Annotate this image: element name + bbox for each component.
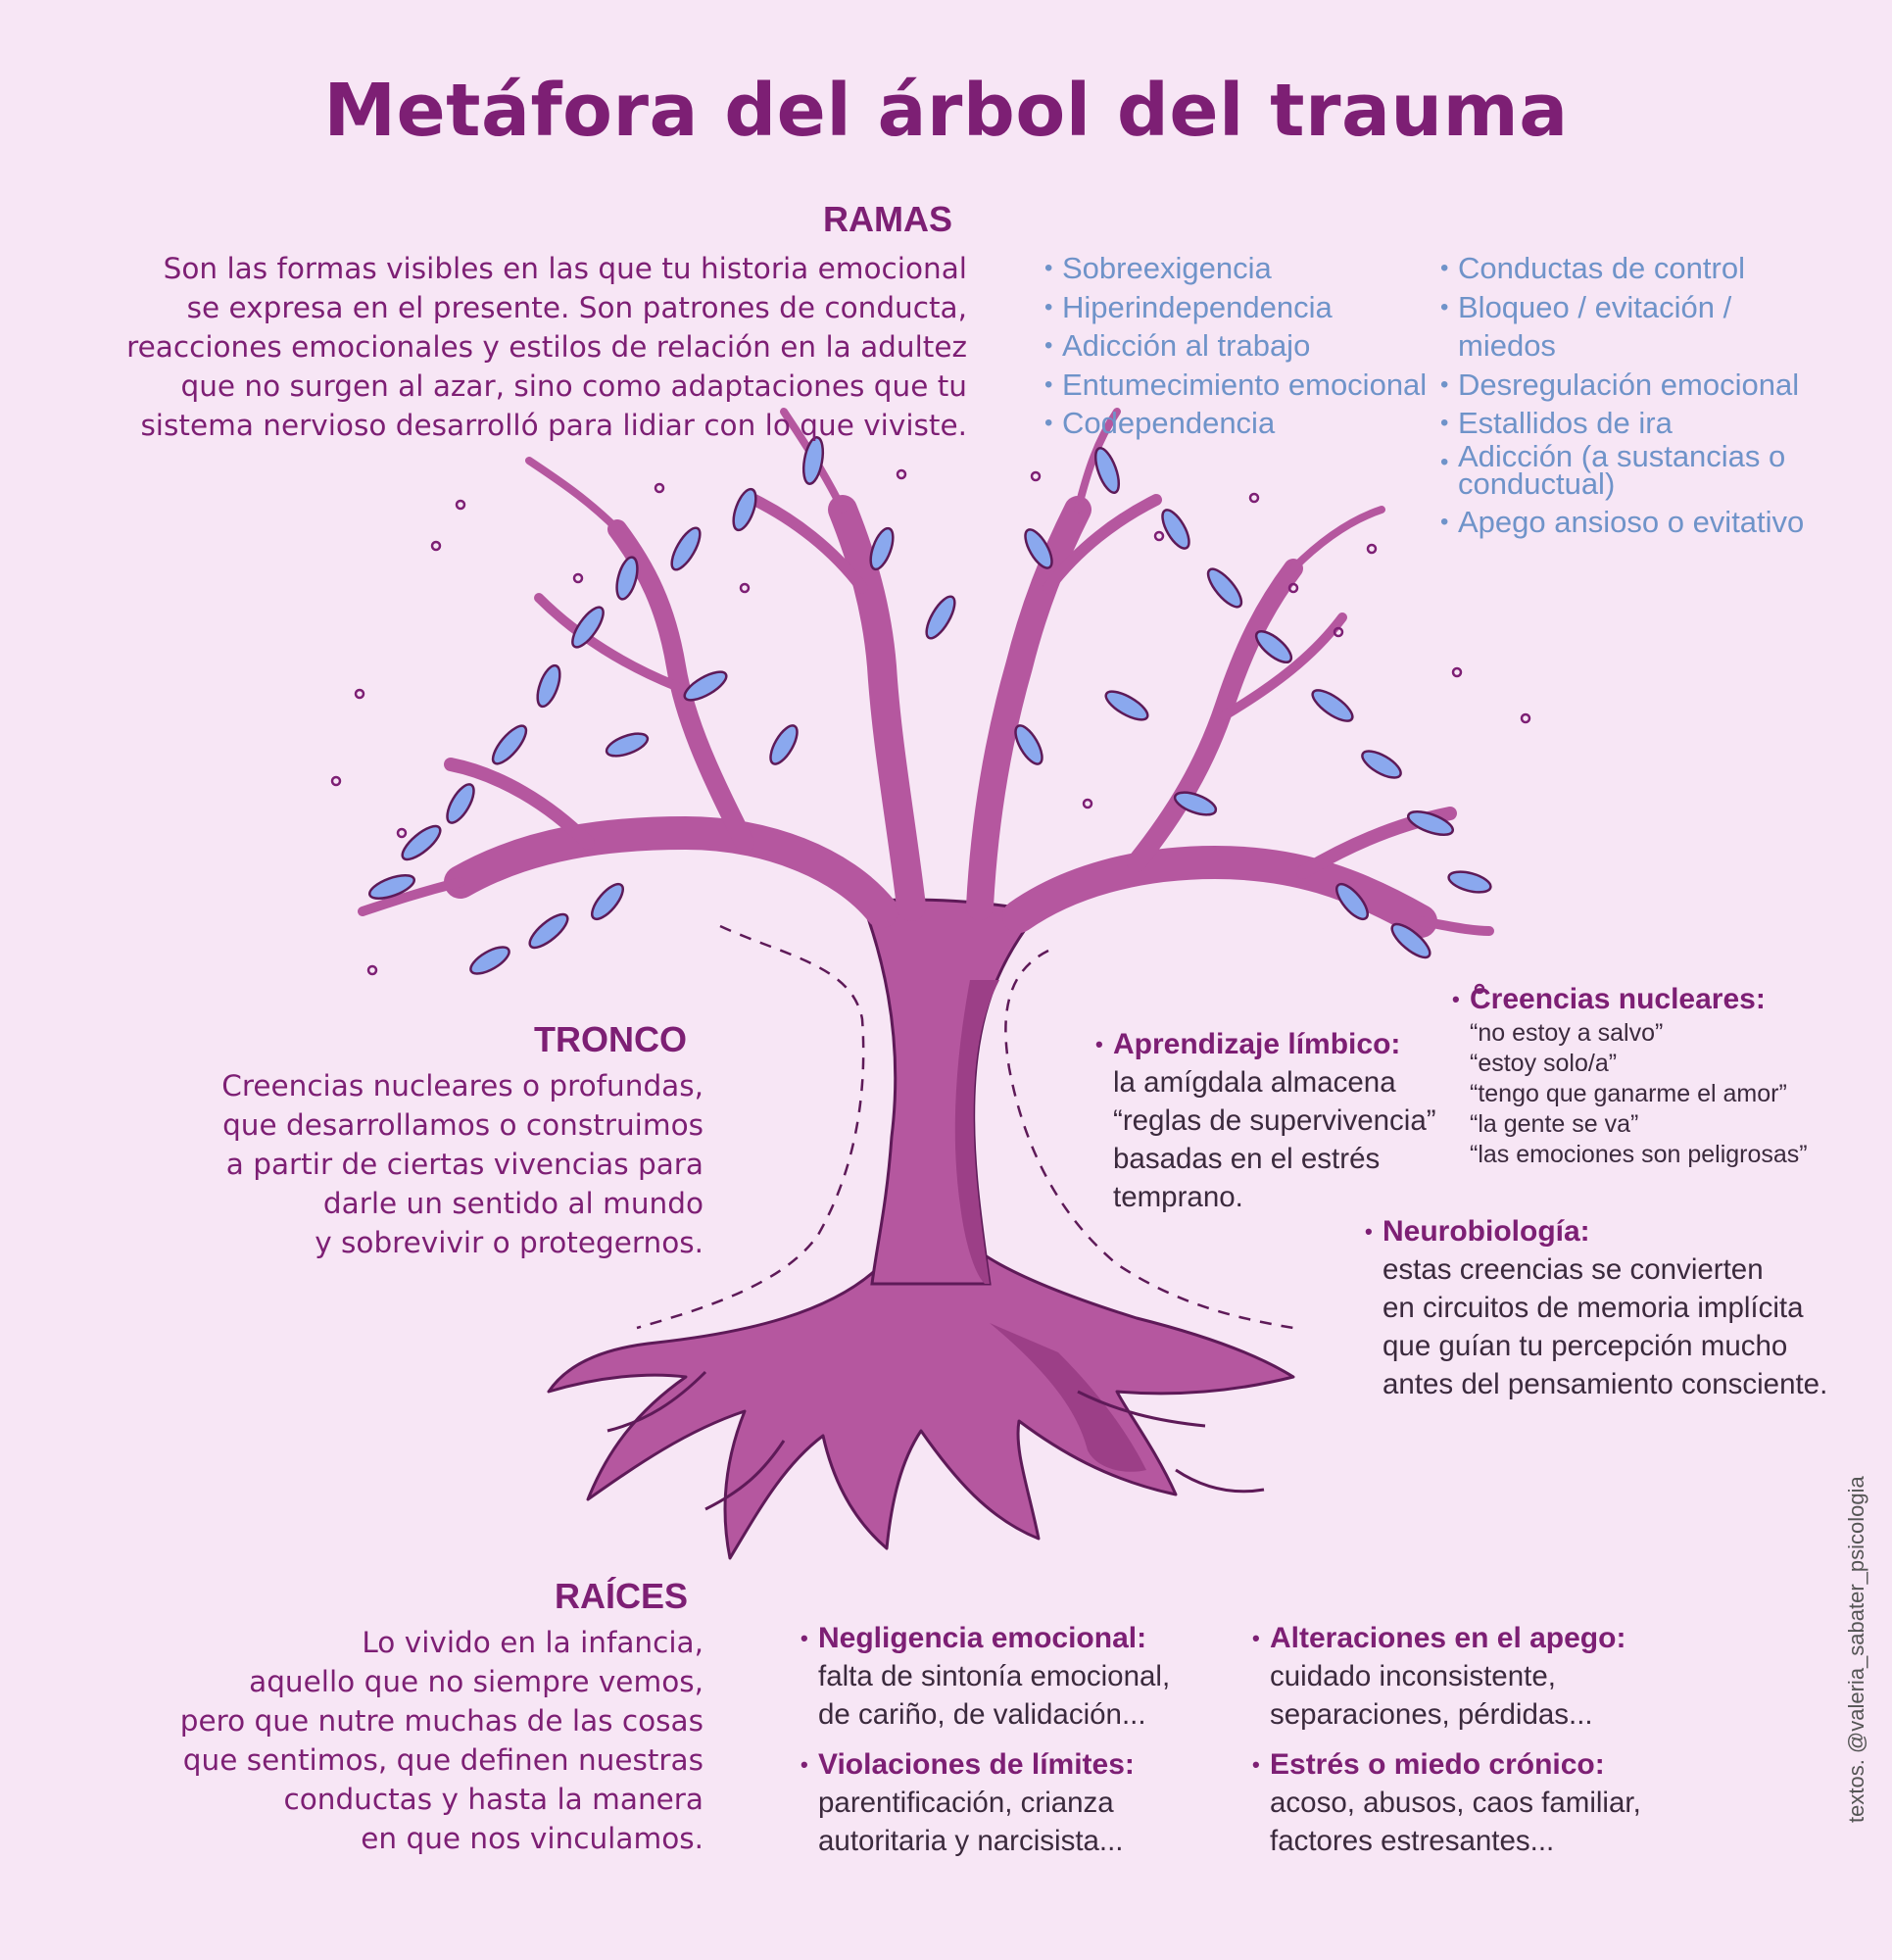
neuro-line: estas creencias se convierten (1383, 1253, 1764, 1286)
ramas-line: reacciones emocionales y estilos de relación en la adultez (126, 330, 967, 364)
aprendizaje-line: la amígdala almacena (1113, 1066, 1396, 1099)
negligencia-block (800, 1619, 1170, 1734)
estres-label: • Estrés o miedo crónico: (1252, 1745, 1641, 1784)
creencias-line: “la gente se va” (1470, 1110, 1639, 1138)
aprendizaje-line: “reglas de supervivencia” (1113, 1104, 1436, 1137)
ramas-item: • Hiperindependencia (1044, 288, 1427, 327)
ramas-heading: RAMAS (823, 199, 952, 239)
creencias-nucleares-block (1452, 980, 1808, 1170)
tronco-line: y sobrevivir o protegernos. (315, 1226, 703, 1259)
tree-branches (363, 412, 1489, 931)
ramas-item-text: Adicción (a sustancias o conductual) (1458, 438, 1786, 501)
tronco-line: darle un sentido al mundo (322, 1187, 703, 1220)
alteraciones-label: • Alteraciones en el apego: (1252, 1619, 1625, 1657)
ramas-line: que no surgen al azar, sino como adaptaciones que tu (180, 369, 967, 403)
raices-line: Lo vivido en la infancia, (362, 1626, 703, 1659)
neuro-label: • Neurobiología: (1365, 1212, 1827, 1250)
tronco-line: que desarrollamos o construimos (222, 1108, 703, 1142)
estres-line: acoso, abusos, caos familiar, (1270, 1787, 1641, 1819)
negligencia-line: de cariño, de validación... (818, 1698, 1146, 1731)
ramas-item: • Entumecimiento emocional (1044, 366, 1427, 405)
estres-line: factores estresantes... (1270, 1825, 1555, 1857)
author-credit: textos. @valeria_sabater_psicologia (1844, 1476, 1868, 1823)
tree-roots (549, 1245, 1293, 1558)
negligencia-label: • Negligencia emocional: (800, 1619, 1170, 1657)
creencias-line: “las emociones son peligrosas” (1470, 1141, 1808, 1168)
neurobiologia-block (1365, 1212, 1827, 1403)
ramas-list-right (1440, 249, 1832, 542)
ramas-line: se expresa en el presente. Son patrones de conducta, (186, 291, 967, 324)
ramas-item: • Bloqueo / evitación / miedos (1440, 288, 1832, 366)
ramas-item: • Adicción al trabajo (1044, 326, 1427, 366)
tronco-description (118, 1066, 703, 1262)
raices-line: que sentimos, que definen nuestras (182, 1743, 703, 1777)
page-title: Metáfora del árbol del trauma (323, 69, 1569, 153)
ramas-item: • Codependencia (1044, 404, 1427, 443)
ramas-item: • Sobreexigencia (1044, 249, 1427, 288)
violaciones-line: parentificación, crianza (818, 1787, 1114, 1819)
neuro-line: que guían tu percepción mucho (1383, 1330, 1788, 1362)
tree-trunk (862, 900, 1039, 1284)
violaciones-block (800, 1745, 1135, 1860)
creencias-line: “tengo que ganarme el amor” (1470, 1080, 1787, 1107)
raices-line: conductas y hasta la manera (283, 1783, 703, 1816)
ramas-item: • Conductas de control (1440, 249, 1832, 288)
raices-description (98, 1623, 703, 1858)
neuro-line: antes del pensamiento consciente. (1383, 1368, 1828, 1400)
alteraciones-block (1252, 1619, 1625, 1734)
aprendizaje-line: basadas en el estrés (1113, 1143, 1381, 1175)
estres-block (1252, 1745, 1641, 1860)
ramas-line: Son las formas visibles en las que tu historia emocional (163, 252, 967, 285)
ramas-line: sistema nervioso desarrolló para lidiar con lo que viviste. (140, 409, 967, 442)
neuro-line: en circuitos de memoria implícita (1383, 1292, 1804, 1324)
tronco-heading: TRONCO (534, 1019, 687, 1059)
aprendizaje-label: • Aprendizaje límbico: (1095, 1025, 1436, 1063)
ramas-item: • Desregulación emocional (1440, 366, 1832, 405)
negligencia-line: falta de sintonía emocional, (818, 1660, 1171, 1692)
alteraciones-line: separaciones, pérdidas... (1270, 1698, 1593, 1731)
ramas-item: • Estallidos de ira (1440, 404, 1832, 443)
tree-leaves (366, 436, 1492, 979)
raices-line: en que nos vinculamos. (361, 1822, 703, 1855)
aprendizaje-line: temprano. (1113, 1181, 1243, 1213)
raices-line: aquello que no siempre vemos, (249, 1665, 703, 1698)
ramas-item (1440, 438, 1832, 504)
raices-heading: RAÍCES (555, 1576, 689, 1616)
creencias-line: “estoy solo/a” (1470, 1050, 1618, 1077)
violaciones-label: • Violaciones de límites: (800, 1745, 1135, 1784)
violaciones-line: autoritaria y narcisista... (818, 1825, 1124, 1857)
tronco-line: a partir de ciertas vivencias para (225, 1148, 703, 1181)
creencias-label: • Creencias nucleares: (1452, 980, 1808, 1018)
ramas-description (59, 249, 967, 445)
creencias-line: “no estoy a salvo” (1470, 1019, 1664, 1047)
raices-line: pero que nutre muchas de las cosas (179, 1704, 703, 1738)
ramas-list-left (1044, 249, 1427, 443)
ramas-item: • Apego ansioso o evitativo (1440, 503, 1832, 542)
alteraciones-line: cuidado inconsistente, (1270, 1660, 1556, 1692)
aprendizaje-limbico-block (1095, 1025, 1436, 1216)
tronco-line: Creencias nucleares o profundas, (221, 1069, 703, 1102)
